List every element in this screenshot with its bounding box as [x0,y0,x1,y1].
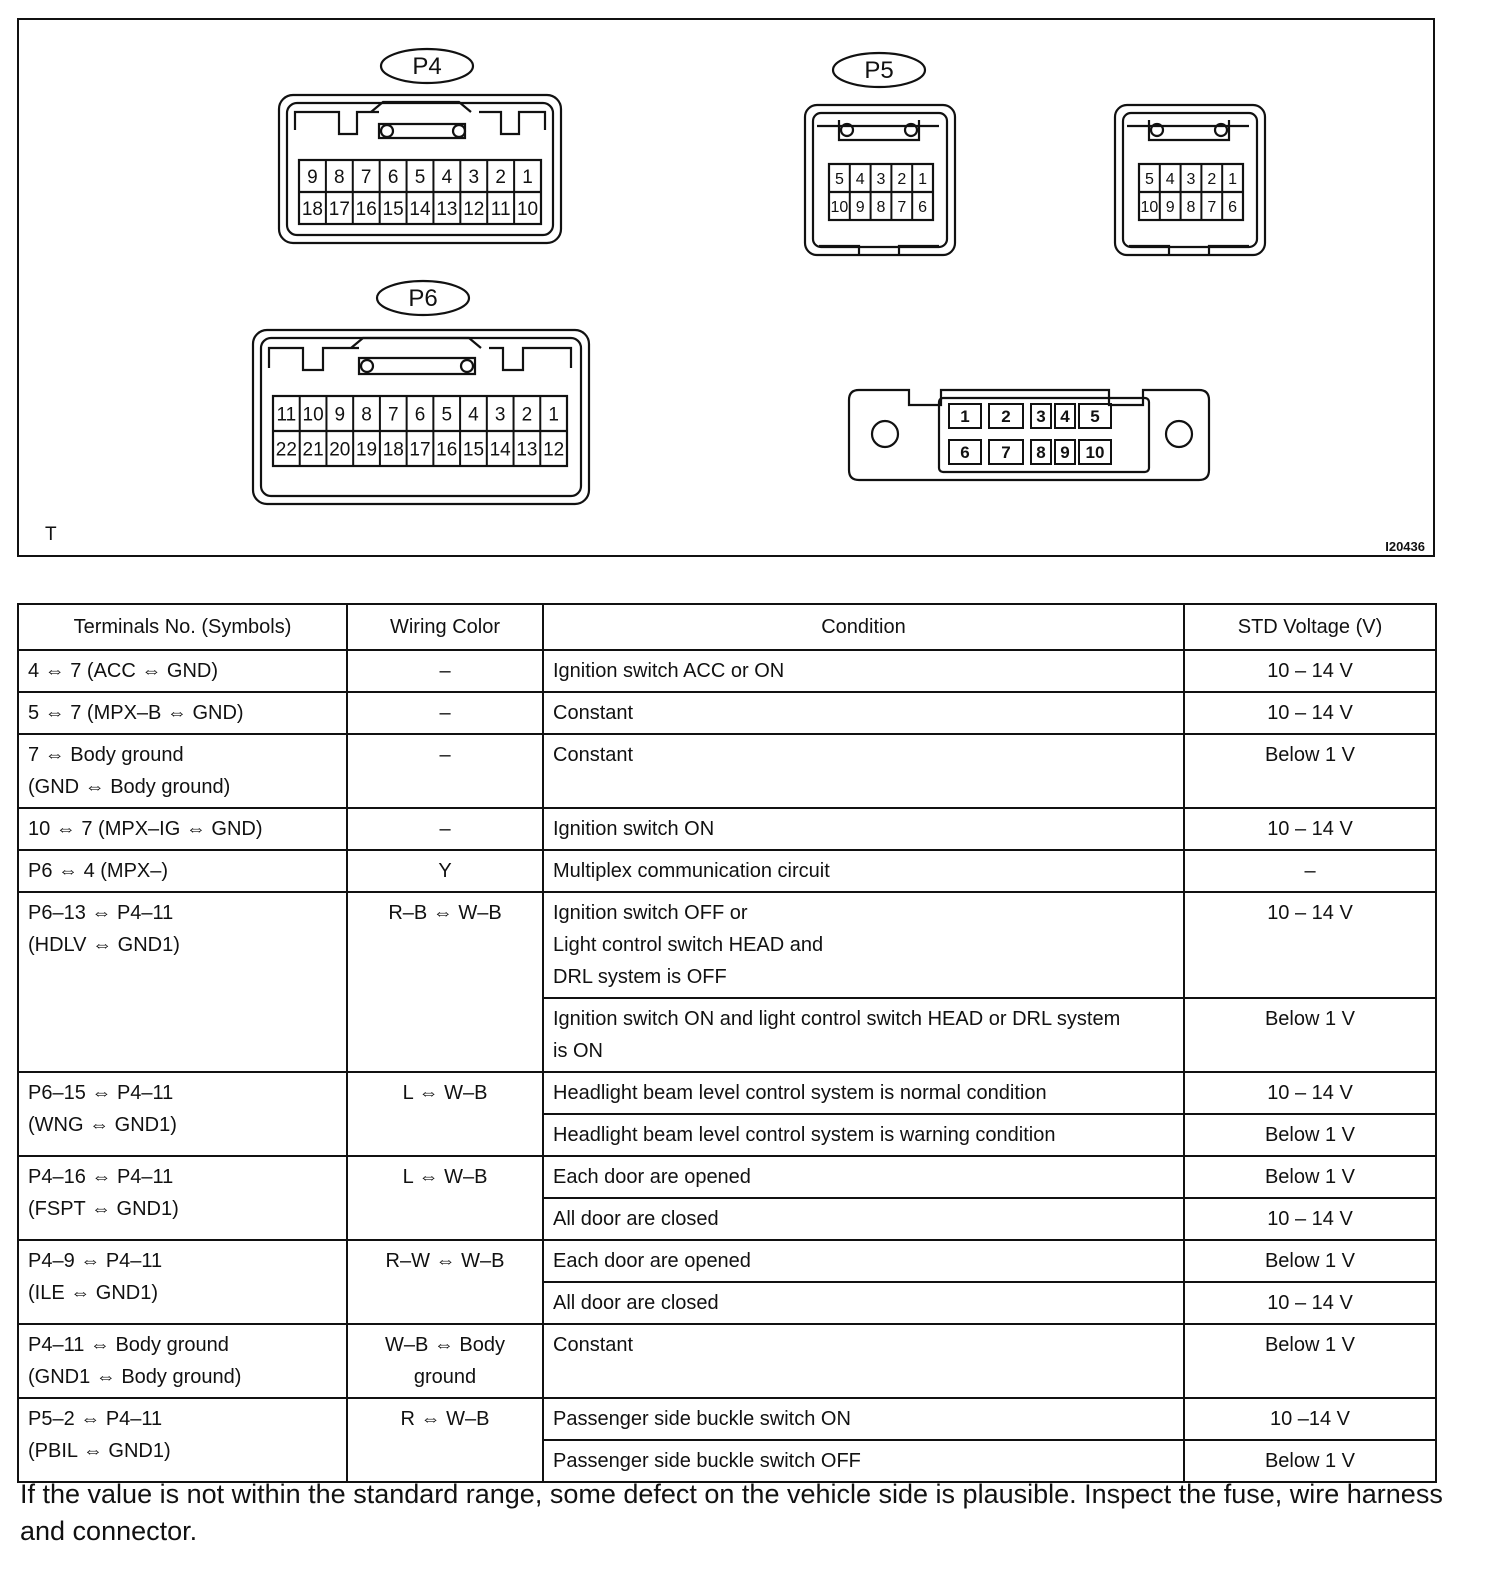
table-body [18,650,1436,1482]
pin-number: 12 [543,439,565,461]
pin-number: 5 [1144,170,1154,188]
pin-number: 19 [355,439,378,461]
terminal-cell [18,692,347,734]
cell-line: L ⇔ W–B [402,1082,488,1104]
cell-line: P6–13 ⇔ P4–11 [28,902,174,924]
cell-line: P4–16 ⇔ P4–11 [28,1166,174,1188]
pin-number: 9 [334,404,346,426]
pin-number: 8 [876,198,886,216]
terminal-cell [18,808,347,850]
cell-line: W–B ⇔ Body [384,1334,506,1356]
cell-line: Each door are opened [553,1166,751,1188]
header-std-voltage: STD Voltage (V) [1184,604,1436,650]
wiring-color-cell [347,734,543,808]
terminal-cell [18,1324,347,1398]
voltage-cell: Below 1 V [1184,734,1436,808]
condition-cell [543,892,1184,998]
pin-number: 15 [462,439,485,461]
table-row [18,650,1436,692]
pin-number: 16 [436,439,458,461]
pin-number: 3 [468,166,480,188]
table-row [18,1324,1436,1398]
voltage-cell: Below 1 V [1184,1324,1436,1398]
cell-line: 10 ⇔ 7 (MPX–IG ⇔ GND) [28,818,263,840]
header-terminals: Terminals No. (Symbols) [18,604,347,650]
table-row [18,808,1436,850]
pin-number: 4 [468,404,479,426]
cell-line: 5 ⇔ 7 (MPX–B ⇔ GND) [28,702,244,724]
pin-number: 14 [489,439,511,461]
cell-line: Constant [553,744,634,766]
condition-cell [543,1282,1184,1324]
pin-number: 9 [1165,198,1175,216]
pin-number: 2 [1207,170,1217,188]
table-row [18,1398,1436,1440]
pin-number: 17 [328,198,350,220]
voltage-cell: Below 1 V [1184,1440,1436,1482]
terminal-cell [18,1072,347,1156]
pin-number: 3 [494,404,506,426]
pin-number: 2 [897,170,907,188]
condition-cell [543,1156,1184,1198]
cell-line: (FSPT ⇔ GND1) [28,1198,179,1220]
pin-number: 10 [1085,443,1105,462]
cell-line: Light control switch HEAD and [553,934,824,956]
p4-label: P4 [412,53,442,80]
condition-cell [543,1398,1184,1440]
condition-cell [543,850,1184,892]
cell-line: Constant [553,702,634,724]
condition-cell [543,692,1184,734]
cell-line: All door are closed [553,1292,719,1314]
cell-line: Headlight beam level control system is normal condition [553,1082,1047,1104]
pin-number: 10 [302,404,324,426]
cell-line: R–W ⇔ W–B [385,1250,505,1272]
pin-number: 7 [387,404,399,426]
wiring-color-cell [347,850,543,892]
footnote: If the value is not within the standard range, some defect on the vehicle side is plausible. Inspect the fuse, wire harness and connector. [20,1479,1443,1546]
pin-number: 20 [329,439,351,461]
voltage-cell: 10 –14 V [1184,1398,1436,1440]
cell-line: Passenger side buckle switch OFF [553,1450,861,1472]
cell-line: 7 ⇔ Body ground [28,744,184,766]
wiring-color-cell [347,1240,543,1324]
header-condition: Condition [543,604,1184,650]
cell-line: Ignition switch ON and light control switch HEAD or DRL system [553,1008,1121,1030]
table-row [18,1072,1436,1114]
terminal-cell [18,1398,347,1482]
cell-line: is ON [553,1040,603,1062]
pin-number: 18 [301,198,324,220]
condition-cell [543,998,1184,1072]
pin-number: 16 [355,198,377,220]
terminal-cell [18,734,347,808]
wiring-color-cell [347,892,543,1072]
condition-cell [543,808,1184,850]
pin-number: 12 [463,198,485,220]
terminal-cell [18,892,347,1072]
voltage-cell: 10 – 14 V [1184,1198,1436,1240]
cell-line: P6 ⇔ 4 (MPX–) [28,860,169,882]
cell-line: L ⇔ W–B [402,1166,488,1188]
pin-number: 1 [1228,170,1238,188]
wiring-color-cell [347,1324,543,1398]
voltage-cell: 10 – 14 V [1184,892,1436,998]
pin-number: 8 [334,166,345,188]
table-header-row [18,604,1436,650]
cell-line: (HDLV ⇔ GND1) [28,934,180,956]
pin-number: 9 [855,198,865,216]
pin-number: 3 [1186,170,1196,188]
cell-line: R–B ⇔ W–B [388,902,502,924]
corner-label: T [45,524,57,545]
pin-number: 5 [414,166,426,188]
table-row [18,692,1436,734]
cell-line: ground [413,1366,477,1388]
pin-number: 1 [548,404,559,426]
voltage-cell: 10 – 14 V [1184,808,1436,850]
pin-number: 5 [1090,407,1100,426]
cell-line: P6–15 ⇔ P4–11 [28,1082,174,1104]
connector-drawing [19,20,1433,555]
terminal-cell [18,1156,347,1240]
pin-number: 13 [436,198,458,220]
condition-cell [543,1072,1184,1114]
cell-line: (GND ⇔ Body ground) [28,776,231,798]
pin-number: 4 [1060,407,1070,426]
figure-id: I20436 [1385,539,1425,554]
pin-number: 11 [276,404,297,426]
table-row [18,850,1436,892]
voltage-cell: Below 1 V [1184,1156,1436,1198]
voltage-cell: – [1184,850,1436,892]
pin-number: 4 [1165,170,1175,188]
pin-number: 17 [409,439,431,461]
pin-number: 18 [382,439,404,461]
cell-line: (GND1 ⇔ Body ground) [28,1366,242,1388]
voltage-spec-table [17,603,1437,1483]
cell-line: (ILE ⇔ GND1) [28,1282,159,1304]
wiring-color-cell [347,650,543,692]
connector-diagram [17,18,1435,557]
cell-line: – [439,702,451,724]
pin-number: 15 [382,198,404,220]
p5-label: P5 [864,57,894,84]
cell-line: 4 ⇔ 7 (ACC ⇔ GND) [28,660,219,682]
voltage-cell: 10 – 14 V [1184,692,1436,734]
pin-number: 9 [1060,443,1070,462]
voltage-cell: Below 1 V [1184,998,1436,1072]
voltage-cell: 10 – 14 V [1184,1282,1436,1324]
cell-line: Multiplex communication circuit [553,860,830,882]
pin-number: 5 [441,404,453,426]
wiring-color-cell [347,1156,543,1240]
cell-line: – [439,818,451,840]
voltage-cell: Below 1 V [1184,1240,1436,1282]
pin-number: 22 [275,439,297,461]
pin-number: 6 [1228,198,1238,216]
pin-number: 8 [1186,198,1196,216]
pin-number: 3 [1036,407,1046,426]
pin-number: 13 [516,439,538,461]
cell-line: Headlight beam level control system is warning condition [553,1124,1056,1146]
cell-line: DRL system is OFF [553,966,727,988]
voltage-cell: 10 – 14 V [1184,650,1436,692]
cell-line: R ⇔ W–B [400,1408,490,1430]
pin-number: 2 [521,404,533,426]
condition-cell [543,1324,1184,1398]
table-row [18,1240,1436,1282]
pin-number: 6 [387,166,399,188]
pin-number: 11 [490,198,511,220]
pin-number: 7 [1001,443,1011,462]
pin-number: 5 [834,170,844,188]
pin-number: 4 [441,166,453,188]
pin-number: 7 [1207,198,1217,216]
pin-number: 9 [307,166,318,188]
cell-line: Each door are opened [553,1250,751,1272]
cell-line: Y [438,860,452,882]
pin-number: 1 [918,170,928,188]
wiring-color-cell [347,1398,543,1482]
voltage-cell: 10 – 14 V [1184,1072,1436,1114]
p6-label: P6 [408,285,438,312]
condition-cell [543,1114,1184,1156]
cell-line: P4–9 ⇔ P4–11 [28,1250,163,1272]
cell-line: P5–2 ⇔ P4–11 [28,1408,163,1430]
pin-number: 14 [409,198,431,220]
terminal-cell [18,650,347,692]
cell-line: All door are closed [553,1208,719,1230]
cell-line: Passenger side buckle switch ON [553,1408,851,1430]
terminal-cell [18,850,347,892]
condition-cell [543,650,1184,692]
pin-number: 6 [960,443,970,462]
cell-line: – [439,660,451,682]
condition-cell [543,1198,1184,1240]
terminal-cell [18,1240,347,1324]
pin-number: 2 [1001,407,1011,426]
pin-number: 7 [897,198,907,216]
cell-line: Ignition switch OFF or [553,902,748,924]
cell-line: – [439,744,451,766]
pin-number: 10 [830,198,849,216]
pin-number: 10 [516,198,539,220]
voltage-cell: Below 1 V [1184,1114,1436,1156]
pin-number: 2 [495,166,506,188]
wiring-color-cell [347,808,543,850]
header-wiring-color: Wiring Color [347,604,543,650]
pin-number: 3 [876,170,886,188]
pin-number: 1 [960,407,970,426]
pin-number: 8 [361,404,372,426]
pin-number: 10 [1140,198,1159,216]
cell-line: Ignition switch ACC or ON [553,660,785,682]
cell-line: (PBIL ⇔ GND1) [28,1440,171,1462]
table-row [18,892,1436,998]
pin-number: 7 [360,166,372,188]
wiring-color-cell [347,692,543,734]
table-row [18,734,1436,808]
pin-number: 21 [302,439,324,461]
cell-line: Ignition switch ON [553,818,715,840]
cell-line: (WNG ⇔ GND1) [28,1114,177,1136]
condition-cell [543,734,1184,808]
table-row [18,1156,1436,1198]
condition-cell [543,1240,1184,1282]
wiring-color-cell [347,1072,543,1156]
pin-number: 4 [855,170,865,188]
pin-number: 6 [918,198,928,216]
pin-number: 6 [414,404,426,426]
pin-number: 8 [1036,443,1046,462]
cell-line: P4–11 ⇔ Body ground [28,1334,229,1356]
cell-line: Constant [553,1334,634,1356]
pin-number: 1 [522,166,533,188]
